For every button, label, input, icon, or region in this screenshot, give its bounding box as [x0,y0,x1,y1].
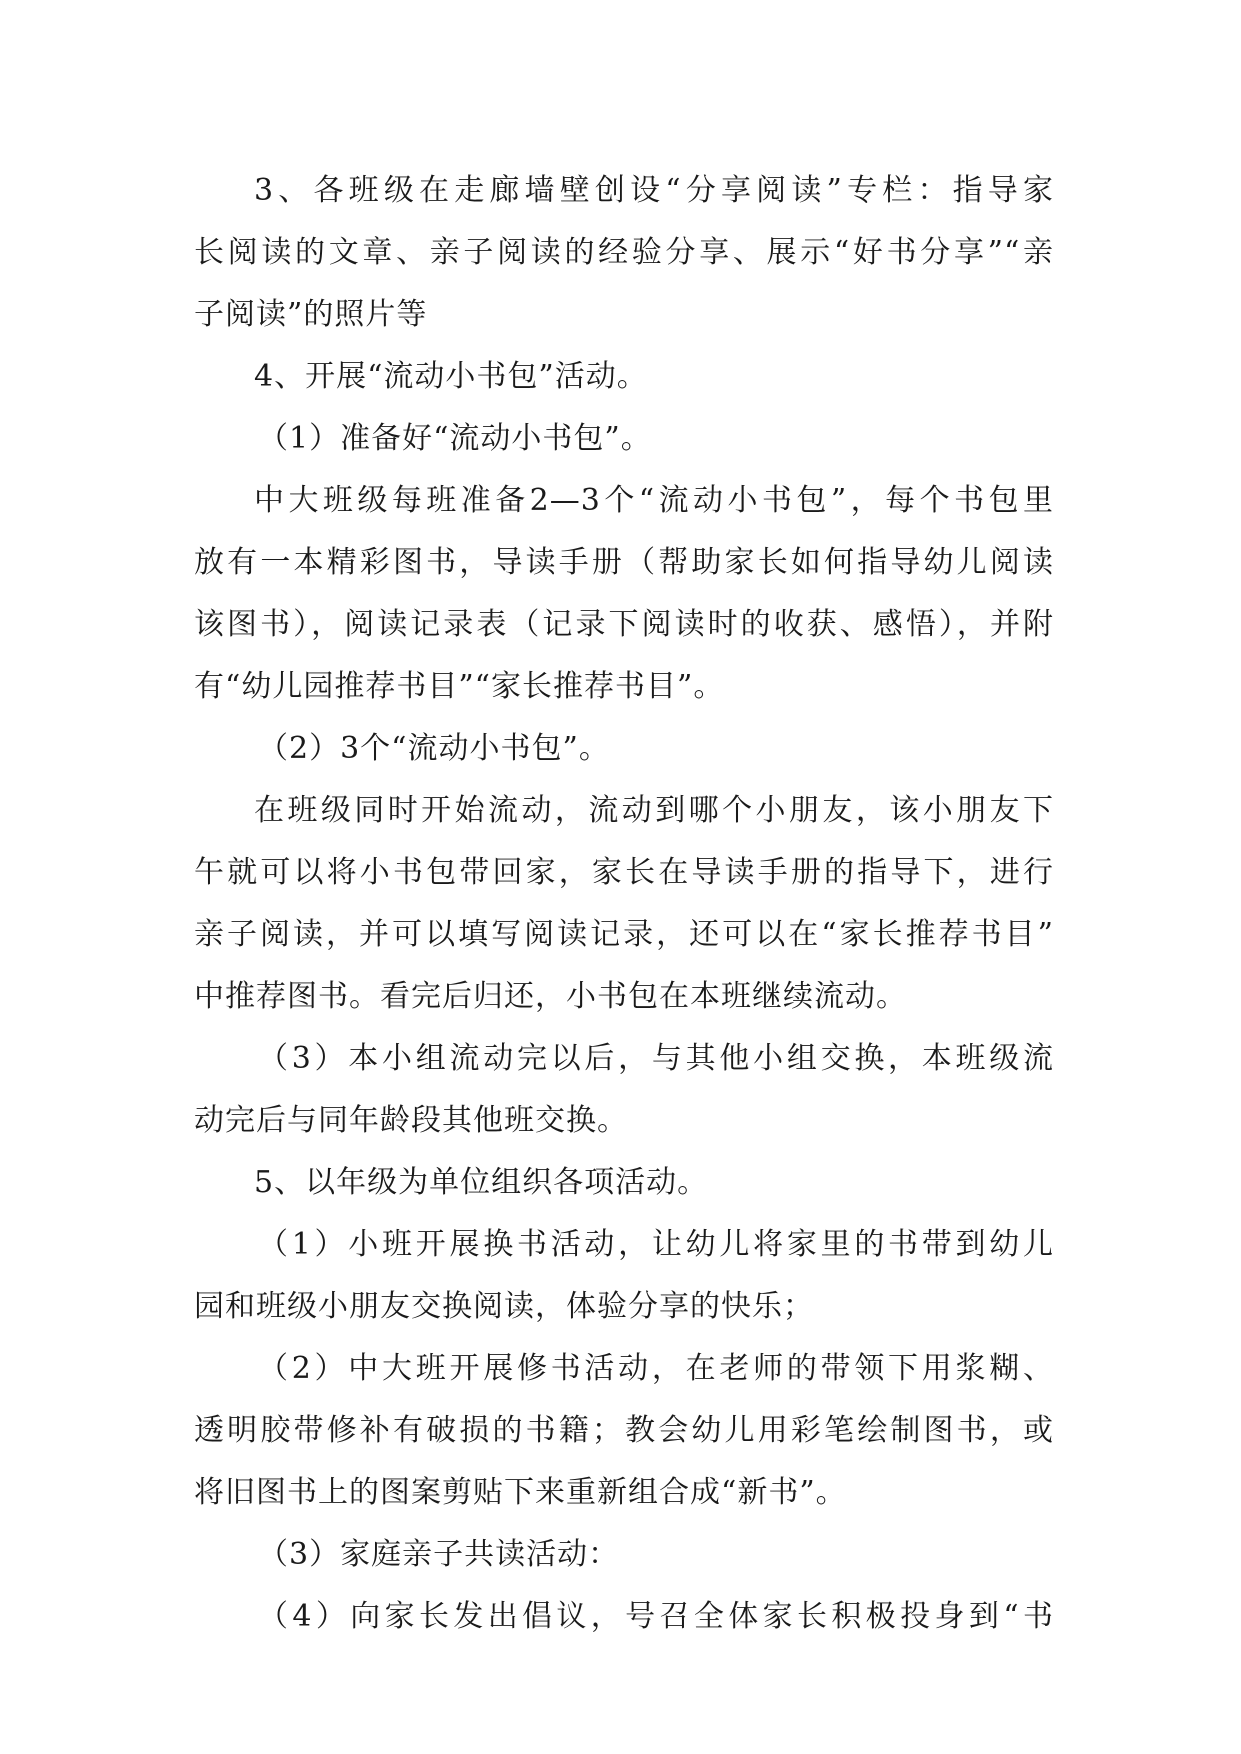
text-line: 子阅读”的照片等 [194,297,428,332]
text-line: （2）中大班开展修书活动，在老师的带领下用浆糊、 [258,1351,1054,1386]
text-line: 动完后与同年龄段其他班交换。 [194,1103,628,1138]
text-line: 园和班级小朋友交换阅读，体验分享的快乐； [194,1289,814,1324]
text-line: 该图书），阅读记录表（记录下阅读时的收获、感悟），并附 [194,607,1054,642]
text-line: （2）3个“流动小书包”。 [258,731,610,766]
text-line: 中大班级每班准备2—3个“流动小书包”，每个书包里 [254,483,1054,518]
text-line: 有“幼儿园推荐书目”“家长推荐书目”。 [194,669,725,704]
text-line: 4、开展“流动小书包”活动。 [254,359,648,394]
text-line: （1）小班开展换书活动，让幼儿将家里的书带到幼儿 [258,1227,1054,1262]
text-line: 亲子阅读，并可以填写阅读记录，还可以在“家长推荐书目” [194,917,1054,952]
text-line: 在班级同时开始流动，流动到哪个小朋友，该小朋友下 [254,793,1054,828]
text-line: 5、以年级为单位组织各项活动。 [254,1165,709,1200]
text-line: （4）向家长发出倡议，号召全体家长积极投身到“书 [258,1599,1054,1634]
text-line: （3）家庭亲子共读活动： [258,1537,620,1572]
text-line: 长阅读的文章、亲子阅读的经验分享、展示“好书分享”“亲 [194,235,1054,270]
text-line: （3）本小组流动完以后，与其他小组交换，本班级流 [258,1041,1054,1076]
document-body [194,160,1054,1648]
text-line: 将旧图书上的图案剪贴下来重新组合成“新书”。 [194,1475,847,1510]
text-line: 中推荐图书。看完后归还，小书包在本班继续流动。 [194,979,907,1014]
text-line: 3、各班级在走廊墙壁创设“分享阅读”专栏：指导家 [254,173,1054,208]
text-line: 午就可以将小书包带回家，家长在导读手册的指导下，进行 [194,855,1054,890]
text-line: 透明胶带修补有破损的书籍；教会幼儿用彩笔绘制图书，或 [194,1413,1054,1448]
text-line: （1）准备好“流动小书包”。 [258,421,652,456]
text-line: 放有一本精彩图书，导读手册（帮助家长如何指导幼儿阅读 [194,545,1054,580]
